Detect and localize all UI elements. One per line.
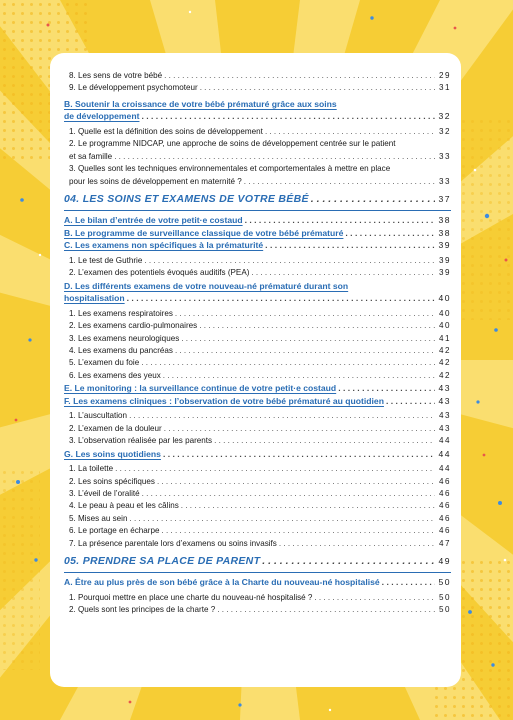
toc-entry[interactable]: 5. L’examen du foie . . . 42 <box>64 357 451 369</box>
toc-entry-title: 3. Quelles sont les techniques environnementales et comportementales à mettre en place <box>69 164 391 174</box>
toc-entry[interactable]: 1. Le test de Guthrie . . . 39 <box>64 255 451 267</box>
toc-entry[interactable]: 9. Le développement psychomoteur . . . 31 <box>64 82 451 94</box>
toc-section-title[interactable]: B. Soutenir la croissance de votre bébé prématuré grâce aux soins <box>64 98 337 109</box>
toc-entry[interactable]: pour les soins de développement en maternité ? . . . 33 <box>64 176 451 188</box>
toc-entry[interactable]: 3. Les examens neurologiques . . . 41 <box>64 333 451 345</box>
toc-entry[interactable]: 2. L’examen de la douleur . . . 43 <box>64 423 451 435</box>
toc-entry[interactable]: 6. Les examens des yeux . . . 42 <box>64 370 451 382</box>
toc-entry[interactable]: 1. L’auscultation . . . 43 <box>64 410 451 422</box>
toc-section-entry[interactable]: A. Le bilan d’entrée de votre petit·e costaud . . . 38 <box>64 214 451 227</box>
toc-entry[interactable]: 2. Quels sont les principes de la charte ? . . . 50 <box>64 604 451 616</box>
toc-entry[interactable]: 2. Les examens cardio-pulmonaires . . . 40 <box>64 320 451 332</box>
toc-section-title[interactable]: D. Les différents examens de votre nouveau-né prématuré durant son <box>64 280 349 291</box>
toc-section-entry[interactable]: E. Le monitoring : la surveillance continue de votre petit·e costaud . . . 43 <box>64 382 451 395</box>
toc-section-entry[interactable]: hospitalisation . . . 40 <box>64 292 451 305</box>
toc-entry[interactable]: 1. Les examens respiratoires . . . 40 <box>64 308 451 320</box>
toc-entry[interactable]: 6. Le portage en écharpe . . . 46 <box>64 525 451 537</box>
toc-entry[interactable]: 7. La présence parentale lors d’examens ou soins invasifs . . . 47 <box>64 538 451 550</box>
toc-entry-title: 2. Le programme NIDCAP, une approche de soins de développement centrée sur le patient <box>69 139 396 149</box>
divider <box>64 210 451 211</box>
divider <box>64 572 451 573</box>
toc-entry[interactable]: 2. Les soins spécifiques . . . 46 <box>64 476 451 488</box>
toc-entry[interactable]: 2. L’examen des potentiels évoqués auditifs (PEA) . . . 39 <box>64 267 451 279</box>
toc-section-entry[interactable]: C. Les examens non spécifiques à la prématurité . . . 39 <box>64 239 451 252</box>
toc-entry[interactable]: 1. Pourquoi mettre en place une charte du nouveau-né hospitalisé ? . . . 50 <box>64 592 451 604</box>
toc-entry[interactable]: 1. La toilette . . . 44 <box>64 463 451 475</box>
toc-section-entry[interactable]: G. Les soins quotidiens . . . 44 <box>64 448 451 461</box>
toc-entry[interactable]: 8. Les sens de votre bébé . . . 29 <box>64 70 451 82</box>
table-of-contents-page <box>50 53 461 687</box>
toc-section-entry[interactable]: A. Être au plus près de son bébé grâce à la Charte du nouveau-né hospitalisé . . . 50 <box>64 576 451 589</box>
toc-entry[interactable]: 4. Le peau à peau et les câlins . . . 46 <box>64 500 451 512</box>
toc-entry[interactable]: 1. Quelle est la définition des soins de développement . . . 32 <box>64 126 451 138</box>
toc-entry[interactable]: 4. Les examens du pancréas . . . 42 <box>64 345 451 357</box>
toc-section-entry[interactable]: B. Le programme de surveillance classique de votre bébé prématuré . . . 38 <box>64 227 451 240</box>
toc-entry[interactable]: et sa famille . . . 33 <box>64 151 451 163</box>
toc-entry[interactable]: 3. L’observation réalisée par les parents . . . 44 <box>64 435 451 447</box>
toc-entry[interactable]: 5. Mises au sein . . . 46 <box>64 513 451 525</box>
toc-chapter-entry[interactable]: 04. LES SOINS ET EXAMENS DE VOTRE BÉBÉ . . . 37 <box>64 192 451 207</box>
toc-entry[interactable]: 3. L’éveil de l’oralité . . . 46 <box>64 488 451 500</box>
toc-section-entry[interactable]: F. Les examens cliniques : l’observation de votre bébé prématuré au quotidien . . . 43 <box>64 395 451 408</box>
toc-section-entry[interactable]: de développement . . . 32 <box>64 110 451 123</box>
table-of-contents <box>64 70 451 617</box>
toc-chapter-entry[interactable]: 05. PRENDRE SA PLACE DE PARENT . . . 49 <box>64 554 451 569</box>
